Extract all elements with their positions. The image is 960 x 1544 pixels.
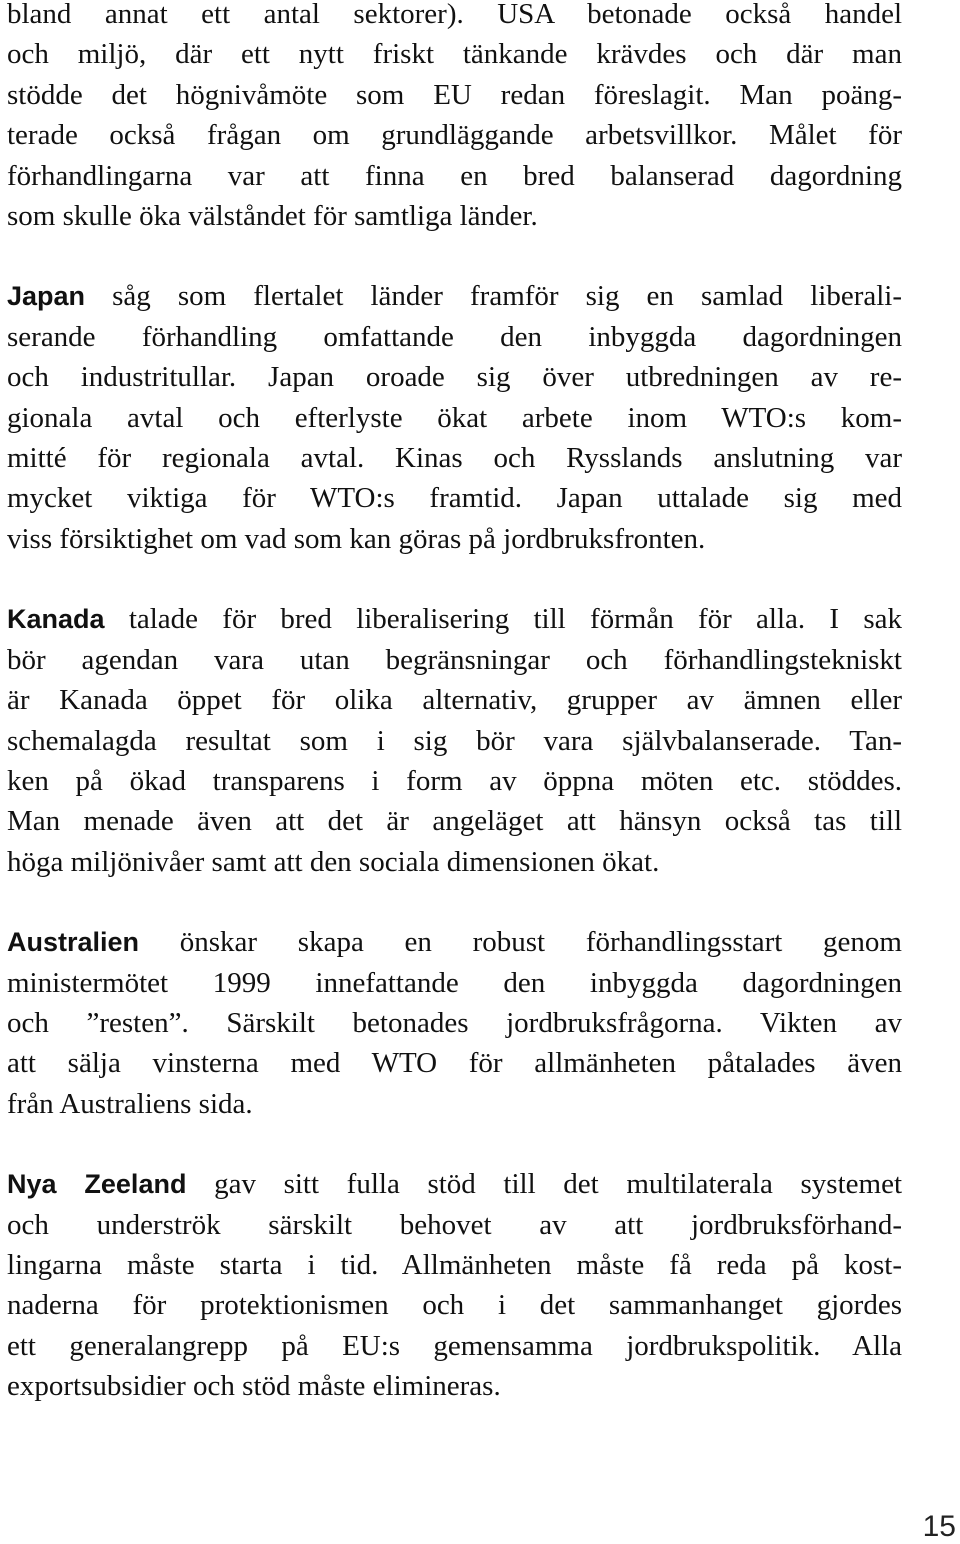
country-name-kanada: Kanada: [7, 604, 105, 635]
text-line: ministermötet 1999 innefattande den inbyggda dagordningen: [7, 966, 902, 999]
document-page: [7, 0, 902, 1407]
text-line: stödde det högnivåmöte som EU redan föreslagit. Man poäng-: [7, 78, 902, 111]
text-line: att sälja vinsterna med WTO för allmänheten påtalades även: [7, 1047, 902, 1080]
text-line: naderna för protektionismen och i det sammanhanget gjordes: [7, 1289, 902, 1322]
text-line: bland annat ett antal sektorer). USA betonade också handel: [7, 0, 902, 30]
country-name-australien: Australien: [7, 927, 140, 958]
paragraph-usa: [7, 0, 902, 236]
text-line: serande förhandling omfattande den inbyggda dagordningen: [7, 320, 902, 353]
text-line: och industritullar. Japan oroade sig över utbredningen av re-: [7, 361, 902, 394]
text-line: höga miljönivåer samt att den sociala dimensionen ökat.: [7, 845, 660, 878]
text-line: exportsubsidier och stöd måste elimineras.: [7, 1370, 501, 1403]
page-number: 15: [922, 1510, 956, 1543]
text-line: som skulle öka välståndet för samtliga länder.: [7, 200, 538, 233]
text-line: Man menade även att det är angeläget att hänsyn också tas till: [7, 805, 902, 838]
paragraph-nya-zeeland: [7, 1164, 902, 1406]
text-line: och miljö, där ett nytt friskt tänkande krävdes och där man: [7, 38, 902, 71]
text-line: gionala avtal och efterlyste ökat arbete inom WTO:s kom-: [7, 401, 902, 434]
text-line: viss försiktighet om vad som kan göras på jordbruksfronten.: [7, 522, 706, 555]
text-line: [7, 276, 902, 316]
country-name-japan: Japan: [7, 281, 86, 312]
text-line: [7, 599, 902, 639]
country-name-nya-zeeland: Nya Zeeland: [7, 1169, 187, 1200]
paragraph-japan: [7, 276, 902, 559]
text-line: ett generalangrepp på EU:s gemensamma jordbrukspolitik. Alla: [7, 1329, 902, 1362]
text-line: [7, 1164, 902, 1204]
text-segment: gav sitt fulla stöd till det multilaterala systemet: [186, 1168, 902, 1201]
text-line: bör agendan vara utan begränsningar och förhandlingstekniskt: [7, 643, 902, 676]
text-line: mycket viktiga för WTO:s framtid. Japan uttalade sig med: [7, 482, 902, 515]
paragraph-kanada: [7, 599, 902, 882]
text-line: förhandlingarna var att finna en bred balanserad dagordning: [7, 159, 902, 192]
text-line: och underströk särskilt behovet av att jordbruksförhand-: [7, 1208, 902, 1241]
text-line: och ”resten”. Särskilt betonades jordbruksfrågorna. Vikten av: [7, 1006, 902, 1039]
text-line: lingarna måste starta i tid. Allmänheten måste få reda på kost-: [7, 1248, 902, 1281]
text-line: från Australiens sida.: [7, 1087, 253, 1120]
text-line: [7, 922, 902, 962]
text-segment: såg som flertalet länder framför sig en samlad liberali-: [85, 280, 902, 313]
text-line: terade också frågan om grundläggande arbetsvillkor. Målet för: [7, 119, 902, 152]
text-segment: önskar skapa en robust förhandlingsstart genom: [139, 926, 902, 959]
text-segment: talade för bred liberalisering till förmån för alla. I sak: [104, 603, 902, 636]
text-line: ken på ökad transparens i form av öppna möten etc. stöddes.: [7, 764, 902, 797]
text-line: är Kanada öppet för olika alternativ, grupper av ämnen eller: [7, 684, 902, 717]
paragraph-australien: [7, 922, 902, 1124]
text-line: schemalagda resultat som i sig bör vara självbalanserade. Tan-: [7, 724, 902, 757]
text-line: mitté för regionala avtal. Kinas och Rysslands anslutning var: [7, 442, 902, 475]
